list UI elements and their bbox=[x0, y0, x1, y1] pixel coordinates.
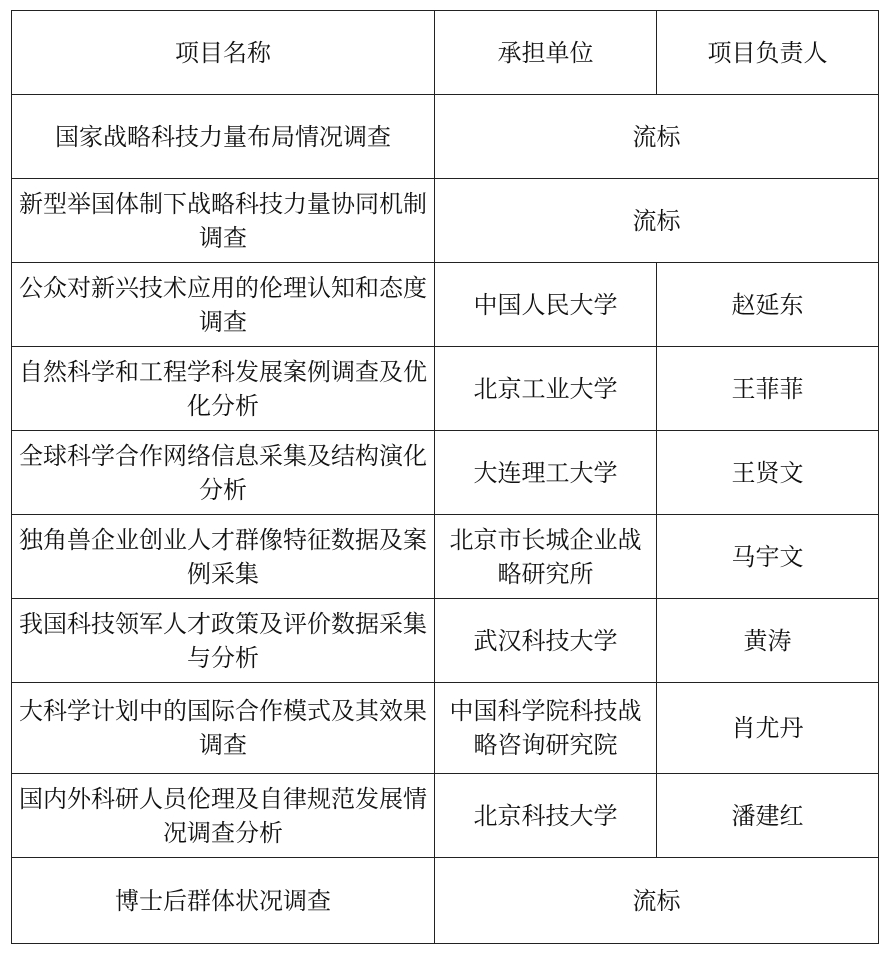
header-project-name: 项目名称 bbox=[12, 11, 435, 95]
table-row bbox=[12, 515, 879, 599]
unit-cell: 中国科学院科技战略咨询研究院 bbox=[435, 683, 657, 774]
header-leader: 项目负责人 bbox=[657, 11, 879, 95]
project-name-cell: 全球科学合作网络信息采集及结构演化分析 bbox=[12, 431, 435, 515]
project-table bbox=[11, 10, 879, 944]
header-row bbox=[12, 11, 879, 95]
project-name-cell: 自然科学和工程学科发展案例调查及优化分析 bbox=[12, 347, 435, 431]
table-row bbox=[12, 858, 879, 944]
unit-cell: 北京工业大学 bbox=[435, 347, 657, 431]
project-name-cell: 国家战略科技力量布局情况调查 bbox=[12, 95, 435, 179]
project-name-cell: 新型举国体制下战略科技力量协同机制调查 bbox=[12, 179, 435, 263]
unit-cell: 北京市长城企业战略研究所 bbox=[435, 515, 657, 599]
leader-cell: 肖尤丹 bbox=[657, 683, 879, 774]
table-row bbox=[12, 431, 879, 515]
table-row bbox=[12, 683, 879, 774]
leader-cell: 马宇文 bbox=[657, 515, 879, 599]
status-cell: 流标 bbox=[435, 179, 879, 263]
project-name-cell: 大科学计划中的国际合作模式及其效果调查 bbox=[12, 683, 435, 774]
table-row bbox=[12, 599, 879, 683]
table-row bbox=[12, 95, 879, 179]
table-row bbox=[12, 774, 879, 858]
status-cell: 流标 bbox=[435, 858, 879, 944]
project-name-cell: 我国科技领军人才政策及评价数据采集与分析 bbox=[12, 599, 435, 683]
leader-cell: 赵延东 bbox=[657, 263, 879, 347]
project-name-cell: 国内外科研人员伦理及自律规范发展情况调查分析 bbox=[12, 774, 435, 858]
unit-cell: 北京科技大学 bbox=[435, 774, 657, 858]
status-cell: 流标 bbox=[435, 95, 879, 179]
leader-cell: 王贤文 bbox=[657, 431, 879, 515]
unit-cell: 大连理工大学 bbox=[435, 431, 657, 515]
unit-cell: 武汉科技大学 bbox=[435, 599, 657, 683]
table-row bbox=[12, 347, 879, 431]
header-unit: 承担单位 bbox=[435, 11, 657, 95]
table-row bbox=[12, 179, 879, 263]
unit-cell: 中国人民大学 bbox=[435, 263, 657, 347]
project-name-cell: 独角兽企业创业人才群像特征数据及案例采集 bbox=[12, 515, 435, 599]
leader-cell: 黄涛 bbox=[657, 599, 879, 683]
project-name-cell: 公众对新兴技术应用的伦理认知和态度调查 bbox=[12, 263, 435, 347]
leader-cell: 潘建红 bbox=[657, 774, 879, 858]
table-row bbox=[12, 263, 879, 347]
leader-cell: 王菲菲 bbox=[657, 347, 879, 431]
project-name-cell: 博士后群体状况调查 bbox=[12, 858, 435, 944]
